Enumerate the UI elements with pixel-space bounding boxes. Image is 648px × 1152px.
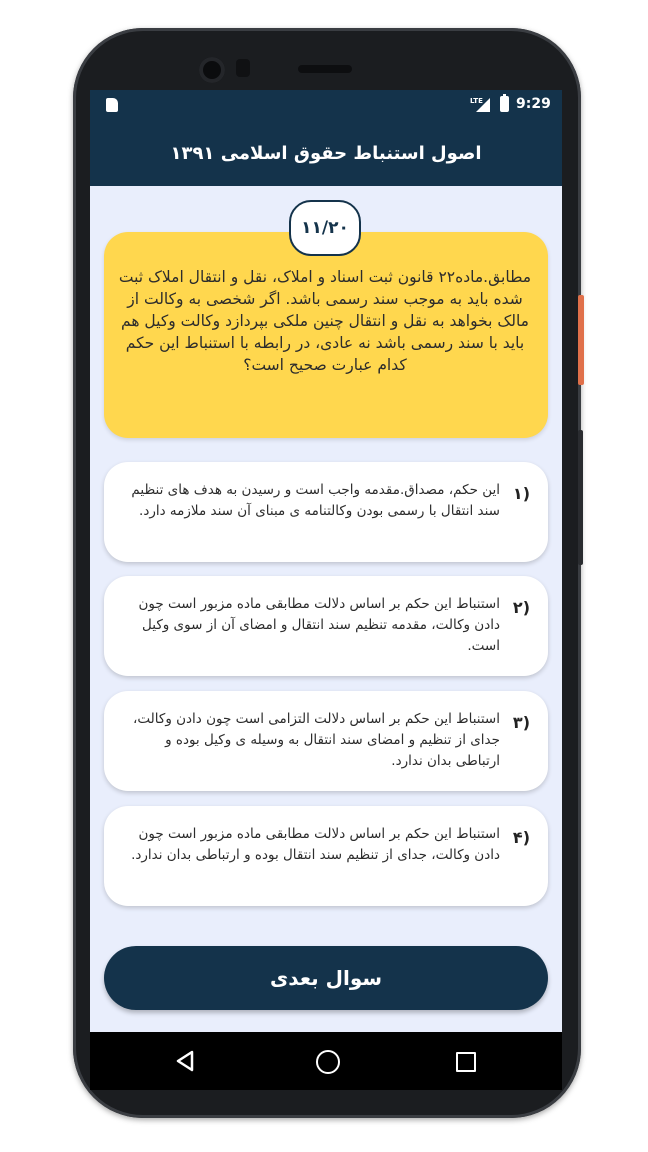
status-bar — [90, 90, 562, 120]
sd-card-icon — [106, 98, 118, 112]
option-2[interactable] — [104, 576, 548, 676]
next-question-button[interactable]: سوال بعدی — [104, 946, 548, 1010]
home-icon[interactable] — [316, 1050, 340, 1074]
back-icon[interactable] — [174, 1050, 196, 1072]
option-text: استنباط این حکم بر اساس دلالت مطابقی ماده مزبور است چون دادن وکالت، مقدمه تنظیم سند انتقال و امضای آن از سوی وکیل است. — [138, 596, 500, 654]
option-number: (۴ — [512, 828, 530, 847]
option-text: این حکم، مصداق.مقدمه واجب است و رسیدن به هدف های تنظیم سند انتقال با رسمی بودن وکالتنامه ی مبنای آن سند ملازمه دارد. — [131, 482, 500, 519]
android-nav-bar — [90, 1032, 562, 1090]
question-counter-label: ۱۱/۲۰ — [301, 218, 349, 238]
proximity-sensor — [236, 59, 250, 77]
signal-icon — [476, 98, 490, 112]
question-text: مطابق.ماده۲۲ قانون ثبت اسناد و املاک، نقل و انتقال املاک ثبت شده باید به موجب سند رسمی باشد. اگر شخصی به وکالت از مالک بخواهد به نقل و انتقال چنین ملکی بپردازد وکالت وکیل هم باید با سند رسمی باشد نه عادی، در رابطه با استنباط این حکم کدام عبارت صحیح است؟ — [118, 268, 532, 374]
recent-apps-icon[interactable] — [456, 1052, 476, 1072]
earpiece-speaker — [298, 65, 352, 73]
option-4[interactable] — [104, 806, 548, 906]
option-number: (۳ — [512, 713, 530, 732]
status-time: 9:29 — [516, 96, 551, 112]
app-bar — [90, 120, 562, 186]
front-camera — [199, 57, 225, 83]
option-number: (۲ — [512, 598, 530, 617]
power-button — [578, 295, 584, 385]
app-screen — [90, 90, 562, 1032]
volume-button — [578, 430, 583, 565]
question-card — [104, 232, 548, 438]
page-title: اصول استنباط حقوق اسلامی ۱۳۹۱ — [170, 142, 482, 164]
option-text: استنباط این حکم بر اساس دلالت التزامی است چون دادن وکالت، جدای از تنظیم و امضای سند انتقال به وسیله ی وکیل بوده و ارتباطی بدان ندارد. — [133, 711, 500, 769]
battery-icon — [500, 96, 509, 112]
option-text: استنباط این حکم بر اساس دلالت مطابقی ماده مزبور است چون دادن وکالت، جدای از تنظیم سند انتقال بوده و ارتباطی بدان ندارد. — [131, 826, 500, 863]
option-number: (۱ — [512, 484, 530, 503]
question-counter — [289, 200, 361, 256]
option-1[interactable] — [104, 462, 548, 562]
option-3[interactable] — [104, 691, 548, 791]
network-type: LTE — [470, 97, 483, 105]
